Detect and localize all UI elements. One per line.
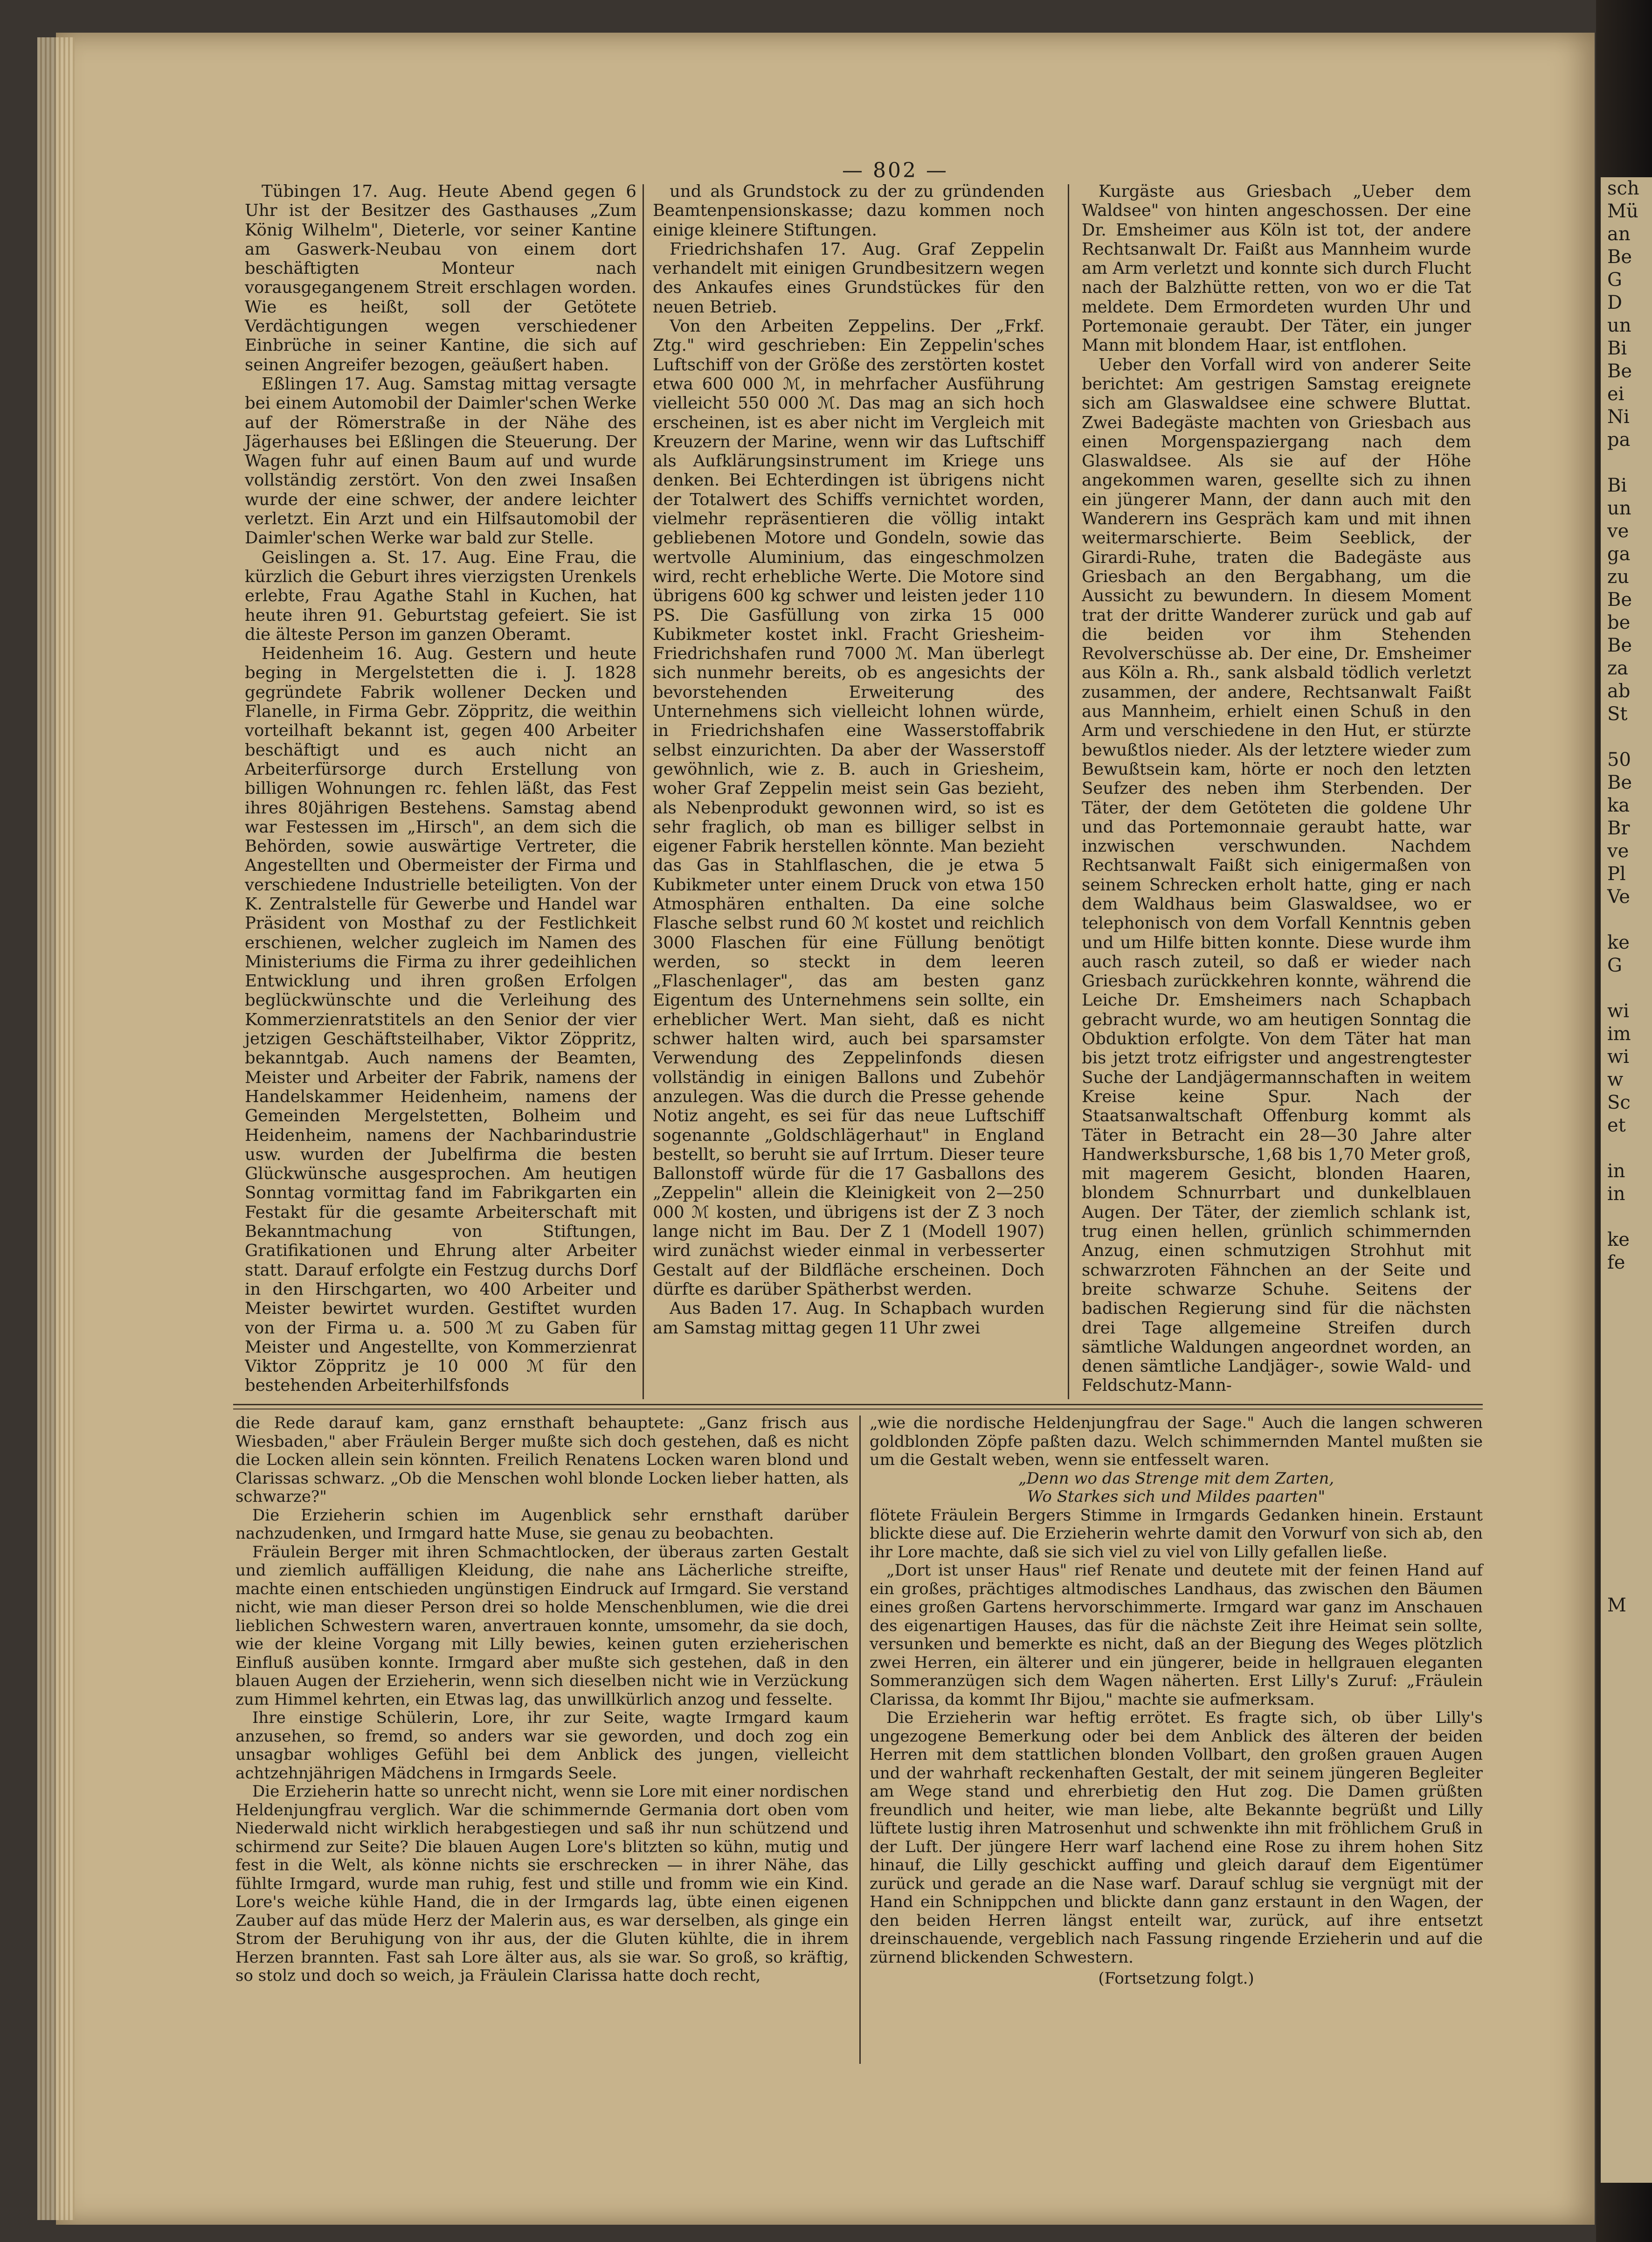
facing-page-fragment: ve xyxy=(1607,521,1629,542)
facing-page-fragment: Be xyxy=(1607,361,1632,382)
facing-page-fragment: et xyxy=(1607,1115,1626,1136)
facing-page-fragment: be xyxy=(1607,612,1631,633)
next-page-edge xyxy=(1601,177,1652,2183)
page-number: — 802 — xyxy=(842,159,948,182)
serial-paragraph: Fräulein Berger mit ihren Schmachtlocken, der überaus zarten Gestalt und ziemlich auffälligen Kleidung, die nahe ans Lächerliche streifte, machte einen entschieden ungünstigen Eindruck auf Irmgard. Sie verstand nicht, wie man dieser Person drei so holde Menschenblumen, wie die drei lieblichen Schwestern waren, anvertrauen konnte, umsomehr, da sie doch, wie der kleine Vorgang mit Lilly bewies, keinen guten erzieherischen Einfluß ausüben konnte. Irmgard aber mußte sich gestehen, daß in den blauen Augen der Erzieherin, wenn sich dieselben nicht wie in Verzückung zum Himmel kehrten, ein Etwas lag, das unwillkürlich anzog und fesselte. xyxy=(235,1542,849,1709)
facing-page-fragment xyxy=(1601,977,1652,1000)
facing-page-fragment xyxy=(1601,1137,1652,1160)
facing-page-fragment xyxy=(1601,909,1652,931)
facing-page-fragment: Ve xyxy=(1607,886,1630,908)
facing-page-fragment xyxy=(1601,1206,1652,1229)
facing-page-fragment xyxy=(1601,1754,1652,1777)
facing-page-fragment: Mü xyxy=(1607,201,1638,222)
facing-page-fragment: G xyxy=(1607,269,1622,291)
facing-page-fragment xyxy=(1601,1823,1652,1846)
facing-page-fragment: Pl xyxy=(1607,863,1626,885)
news-item-griesbach: Kurgäste aus Griesbach „Ueber dem Waldsee" von hinten angeschossen. Der eine Dr. Emsheimer aus Köln ist tot, der andere Rechtsanwalt Dr. Faißt aus Mannheim wurde am Arm verletzt und konnte sich durch Flucht nach der Balzhütte retten, von wo er die Tat meldete. Dem Ermordeten wurden Uhr und Portemonaie geraubt. Der Täter, ein junger Mann mit blondem Haar, ist entflohen. xyxy=(1082,182,1471,355)
serial-paragraph: Die Erzieherin hatte so unrecht nicht, wenn sie Lore mit einer nordischen Heldenjungfrau verglich. War die schimmernde Germania dort oben vom Niederwald nicht wirklich herabgestiegen und saß ihr nun schützend und schirmend zur Seite? Die blauen Augen Lore's blitzten so kühn, mutig und fest in die Welt, als könne nichts sie erschrecken — in ihrer Nähe, das fühlte Irmgard, wurde man ruhig, fest und stille und fromm wie ein Kind. Lore's weiche kühle Hand, die in der Irmgards lag, übte einen eigenen Zauber auf das müde Herz der Malerin aus, es war derselben, als ginge ein Strom der Beruhigung von ihr aus, der die Gluten kühlte, die in ihrem Herzen brannten. Fast sah Lore älter aus, als sie war. So groß, so kräftig, so stolz und doch so weich, ja Fräulein Clarissa hatte doch recht, xyxy=(235,1782,849,1985)
news-item-baden: Aus Baden 17. Aug. In Schapbach wurden am Samstag mittag gegen 11 Uhr zwei xyxy=(653,1299,1044,1338)
serial-column-left xyxy=(235,1414,849,1985)
facing-page-fragment xyxy=(1601,1571,1652,1594)
facing-page-fragment xyxy=(1601,1480,1652,1503)
facing-page-fragment: sch xyxy=(1607,178,1639,199)
facing-page-fragment: Br xyxy=(1607,818,1630,839)
page-edge xyxy=(37,37,75,2220)
facing-page-fragment xyxy=(1601,1800,1652,1823)
facing-page-fragment: ka xyxy=(1607,795,1630,816)
news-item-geislingen: Geislingen a. St. 17. Aug. Eine Frau, die kürzlich die Geburt ihres vierzigsten Urenkels erlebte, Frau Agathe Stahl in Kuchen, hat heute ihren 91. Geburtstag gefeiert. Sie ist die älteste Person im ganzen Oberamt. xyxy=(245,548,636,644)
facing-page-fragment: Sc xyxy=(1607,1092,1631,1113)
facing-page-fragment: ga xyxy=(1607,543,1631,565)
facing-page-fragment xyxy=(1601,1526,1652,1548)
facing-page-fragment xyxy=(1601,1411,1652,1434)
facing-page-fragment: im xyxy=(1607,1023,1631,1045)
facing-page-fragment xyxy=(1601,1640,1652,1663)
facing-page-fragment xyxy=(1601,1731,1652,1754)
facing-page-fragment: in xyxy=(1607,1183,1625,1205)
facing-page-fragment xyxy=(1601,1366,1652,1388)
facing-page-fragment: ei xyxy=(1607,383,1624,405)
facing-page-fragment: un xyxy=(1607,498,1631,519)
news-column-2 xyxy=(653,182,1044,1338)
facing-page-fragment xyxy=(1601,1388,1652,1411)
facing-page-fragment: ab xyxy=(1607,680,1631,702)
facing-page-fragment: un xyxy=(1607,315,1631,336)
news-column-1 xyxy=(245,182,636,1395)
column-rule xyxy=(643,184,644,1399)
serial-paragraph: Ihre einstige Schülerin, Lore, ihr zur Seite, wagte Irmgard kaum anzusehen, so fremd, so anders war sie geworden, und doch zog ein unsagbar wohliges Gefühl bei dem Anblick des jungen, vielleicht achtzehnjährigen Mädchens in Irmgards Seele. xyxy=(235,1708,849,1783)
serial-paragraph: die Rede darauf kam, ganz ernsthaft behauptete: „Ganz frisch aus Wiesbaden," aber Fräulein Berger mußte sich doch gestehen, daß es nicht die Locken allein sein könnten. Freilich Renatens Locken waren blond und Clarissas schwarz. „Ob die Menschen wohl blonde Locken lieber hatten, als schwarze?" xyxy=(235,1414,849,1506)
facing-page-fragment: D xyxy=(1607,292,1623,313)
facing-page-fragment: an xyxy=(1607,223,1631,245)
facing-page-fragment xyxy=(1601,1297,1652,1320)
facing-page-fragment xyxy=(1601,1503,1652,1526)
facing-page-fragment xyxy=(1601,1686,1652,1708)
facing-page-fragment: w xyxy=(1607,1069,1624,1090)
facing-page-fragment: ke xyxy=(1607,1229,1630,1250)
facing-page-fragment: ve xyxy=(1607,840,1629,862)
facing-page-fragment xyxy=(1601,1617,1652,1640)
facing-page-fragment: 50 xyxy=(1607,749,1631,770)
serial-paragraph: Die Erzieherin war heftig errötet. Es fragte sich, ob über Lilly's ungezogene Bemerkung oder bei dem Anblick des älteren der beiden Herren mit dem stattlichen blonden Vollbart, den großen grauen Augen und der wahrhaft reckenhaften Gestalt, der mit seinem jüngeren Begleiter am Wege stand und ehrerbietig den Hut zog. Die Damen grüßten freundlich und heiter, wie man liebe, alte Bekannte begrüßt und Lilly lüftete lustig ihren Matrosenhut und schwenkte ihn mit fröhlichem Gruß in der Luft. Der jüngere Herr warf lachend eine Rose zu ihrem hohen Sitz hinauf, die Lilly geschickt auffing und gleich darauf dem Eigentümer zurück und gerade an die Nase warf. Darauf schlug sie vergnügt mit der Hand ein Schnippchen und blickte dann ganz erstaunt in den Wagen, der den beiden Herren längst enteilt war, zurück, auf ihre entsetzt dreinschauende, vergeblich nach Fassung ringende Erzieherin und auf die zürnend blickenden Schwestern. xyxy=(870,1708,1483,1967)
facing-page-fragment: Ni xyxy=(1607,406,1630,428)
serial-paragraph: „Dort ist unser Haus" rief Renate und deutete mit der feinen Hand auf ein großes, prächtiges altmodisches Landhaus, das zwischen den Bäumen eines großen Gartens hervorschimmerte. Irmgard war ganz im Anschauen des eigenartigen Hauses, das für die nächste Zeit ihre Heimat sein sollte, versunken und bemerkte es nicht, daß an der Biegung des Weges plötzlich zwei Herren, ein älterer und ein jüngerer, beide in hellgrauen eleganten Sommeranzügen sich dem Wagen näherten. Erst Lilly's Zuruf: „Fräulein Clarissa, da kommt Ihr Bijou," machte sie aufmerksam. xyxy=(870,1561,1483,1709)
news-item-heidenheim: Heidenheim 16. Aug. Gestern und heute beging in Mergelstetten die i. J. 1828 gegründete Fabrik wollener Decken und Flanelle, in Firma Gebr. Zöppritz, die weithin vorteilhaft bekannt ist, gegen 400 Arbeiter beschäftigt und es auch nicht an Arbeiterfürsorge durch Erstellung von billigen Wohnungen rc. fehlen läßt, das Fest ihres 80jährigen Bestehens. Samstag abend war Festessen im „Hirsch", an dem sich die Behörden, sowie auswärtige Vertreter, die Angestellten und Obermeister der Firma und verschiedene Industrielle beteiligten. Von der K. Zentralstelle für Gewerbe und Handel war Präsident von Mosthaf zu der Festlichkeit erschienen, welcher zugleich im Namen des Ministeriums die Firma zu ihrer gedeihlichen Entwicklung und ihren großen Erfolgen beglückwünschte und die Verleihung des Kommerzienratstitels an den Senior der vier jetzigen Geschäftsteilhaber, Viktor Zöppritz, bekanntgab. Auch namens der Beamten, Meister und Arbeiter der Fabrik, namens der Handelskammer Heidenheim, namens der Gemeinden Mergelstetten, Bolheim und Heidenheim, namens der Nachbarindustrie usw. wurden der Jubelfirma die besten Glückwünsche ausgesprochen. Am heutigen Sonntag vormittag fand im Fabrikgarten ein Festakt für die gesamte Arbeiterschaft mit Bekanntmachung von Stiftungen, Gratifikationen und Ehrung alter Arbeiter statt. Darauf erfolgte ein Festzug durchs Dorf in den Hirschgarten, wo 400 Arbeiter und Meister bewirtet wurden. Gestiftet wurden von der Firma u. a. 500 ℳ zu Gaben für Meister und Angestellte, von Kommerzienrat Viktor Zöppritz je 10 000 ℳ für den bestehenden Arbeiterhilfsfonds xyxy=(245,644,636,1395)
serial-paragraph: Die Erzieherin schien im Augenblick sehr ernsthaft darüber nachzudenken, und Irmgard hatte Muse, sie genau zu beobachten. xyxy=(235,1506,849,1543)
facing-page-fragment xyxy=(1601,1663,1652,1686)
facing-page-fragment xyxy=(1601,1274,1652,1297)
facing-page-fragment xyxy=(1601,1457,1652,1480)
feuilleton-divider xyxy=(233,1404,1483,1409)
facing-page-fragment xyxy=(1601,1320,1652,1343)
facing-page-fragment: in xyxy=(1607,1160,1625,1182)
serial-column-right xyxy=(870,1414,1483,1988)
facing-page-fragment: G xyxy=(1607,955,1622,976)
serial-paragraph: „wie die nordische Heldenjungfrau der Sage." Auch die langen schweren goldblonden Zöpfe paßten dazu. Welch schimmernden Mantel mußten sie um die Gestalt weben, wenn sie entfesselt waren. xyxy=(870,1414,1483,1469)
facing-page-fragment: Be xyxy=(1607,772,1632,793)
news-column-3 xyxy=(1082,182,1471,1395)
serial-paragraph: flötete Fräulein Bergers Stimme in Irmgards Gedanken hinein. Erstaunt blickte diese auf. Die Erzieherin wehrte damit den Vorwurf von sich ab, den ihr Lore machte, daß sie sich viel zu viel von Lilly gefallen ließe. xyxy=(870,1506,1483,1562)
verse-line: Wo Starkes sich und Mildes paarten" xyxy=(1027,1487,1326,1506)
verse-line: „Denn wo das Strenge mit dem Zarten, xyxy=(1018,1469,1334,1488)
news-item-continued: und als Grundstock zu der zu gründenden Beamtenpensionskasse; dazu kommen noch einige kleinere Stiftungen. xyxy=(653,182,1044,240)
facing-page-fragment: pa xyxy=(1607,429,1631,451)
facing-page-fragment: Bi xyxy=(1607,338,1627,359)
facing-page-fragment xyxy=(1601,1548,1652,1571)
facing-page-fragment: St xyxy=(1607,703,1628,725)
column-rule xyxy=(859,1416,861,2064)
facing-page-fragment: zu xyxy=(1607,566,1629,588)
news-item-zeppelin: Von den Arbeiten Zeppelins. Der „Frkf. Ztg." wird geschrieben: Ein Zeppelin'sches Luftschiff von der Größe des zerstörten kostet etwa 600 000 ℳ, in mehrfacher Ausführung vielleicht 550 000 ℳ. Das mag an sich hoch erscheinen, ist es aber nicht im Vergleich mit Kreuzern der Marine, wenn wir das Luftschiff als Aufklärungsinstrument im Kriege uns denken. Bei Echterdingen ist übrigens nicht der Totalwert des Schiffs vernichtet worden, vielmehr repräsentieren die völlig intakt gebliebenen Motore und Gondeln, sowie das wertvolle Aluminium, das eingeschmolzen wird, recht erhebliche Werte. Die Motore sind übrigens 600 kg schwer und leisten jeder 110 PS. Die Gasfüllung von zirka 15 000 Kubikmeter kostet inkl. Fracht Griesheim-Friedrichshafen rund 7000 ℳ. Man überlegt sich nunmehr bereits, ob es angesichts der bevorstehenden Erweiterung des Unternehmens sich vielleicht lohnen würde, in Friedrichshafen eine Wasserstoffabrik selbst einzurichten. Da aber der Wasserstoff gewöhnlich, wie z. B. auch in Griesheim, woher Graf Zeppelin meist sein Gas bezieht, als Nebenprodukt gewonnen wird, so ist es sehr fraglich, ob man es billiger selbst in eigener Fabrik herstellen könnte. Man bezieht das Gas in Stahlflaschen, die je etwa 5 Kubikmeter unter einem Druck von etwa 150 Atmosphären enthalten. Da eine solche Flasche selbst rund 60 ℳ kostet und reichlich 3000 Flaschen für eine Füllung benötigt werden, so steckt in dem leeren „Flaschenlager", das am besten ganz Eigentum des Unternehmens sein sollte, ein erheblicher Wert. Man sieht, daß es nicht schwer halten wird, auch bei sparsamster Verwendung des Zeppelinfonds diesen vollständig in einigen Ballons und Zubehör anzulegen. Was die durch die Presse gehende Notiz angeht, es sei für das neue Luftschiff sogenannte „Goldschlägerhaut" in England bestellt, so beruht sie auf Irrtum. Dieser teure Ballonstoff würde für die 17 Gasballons des „Zeppelin" allein die Kleinigkeit von 2—250 000 ℳ kosten, und übrigens ist der Z 3 noch lange nicht im Bau. Der Z 1 (Modell 1907) wird zunächst wieder einmal in verbesserter Gestalt auf der Bildfläche erscheinen. Doch dürfte es darüber Spätherbst werden. xyxy=(653,317,1044,1299)
facing-page-fragment xyxy=(1601,451,1652,474)
facing-page-fragment: Bi xyxy=(1607,475,1627,496)
facing-page-fragment: fe xyxy=(1607,1252,1625,1273)
facing-page-fragment: za xyxy=(1607,658,1628,679)
facing-page-fragment xyxy=(1601,1708,1652,1731)
news-item-esslingen: Eßlingen 17. Aug. Samstag mittag versagte bei einem Automobil der Daimler'schen Werke auf der Römerstraße in der Nähe des Jägerhauses bei Eßlingen die Steuerung. Der Wagen fuhr auf einen Baum auf und wurde vollständig zerstört. Von den zwei Insaßen wurde der eine schwer, der andere leichter verletzt. Ein Arzt und ein Hilfsautomobil der Daimler'schen Werke war bald zur Stelle. xyxy=(245,374,636,548)
facing-page-fragment: Be xyxy=(1607,589,1632,611)
news-item-tuebingen: Tübingen 17. Aug. Heute Abend gegen 6 Uhr ist der Besitzer des Gasthauses „Zum König Wilhelm", Dieterle, vor seiner Kantine am Gaswerk-Neubau von einem dort beschäftigten Monteur nach vorausgegangenem Streit erschlagen worden. Wie es heißt, soll der Getötete Verdächtigungen wegen verschiedener Einbrüche in seiner Kantine, die sich auf seinen Angreifer bezogen, geäußert haben. xyxy=(245,182,636,375)
facing-page-fragment xyxy=(1601,726,1652,749)
facing-page-fragment xyxy=(1601,1343,1652,1366)
column-rule xyxy=(1068,184,1069,1399)
facing-page-fragment xyxy=(1601,1434,1652,1457)
news-item-friedrichshafen: Friedrichshafen 17. Aug. Graf Zeppelin verhandelt mit einigen Grundbesitzern wegen des Ankaufes eines Grundstückes für den neuen Betrieb. xyxy=(653,239,1044,317)
facing-page-fragment: Be xyxy=(1607,635,1632,656)
facing-page-fragment: Be xyxy=(1607,246,1632,268)
news-item-bluttat: Ueber den Vorfall wird von anderer Seite berichtet: Am gestrigen Samstag ereignete sich am Glaswaldsee eine schwere Bluttat. Zwei Badegäste machten von Griesbach aus einen Morgenspaziergang nach dem Glaswaldsee. Als sie auf der Höhe angekommen waren, gesellte sich zu ihnen ein jüngerer Mann, der dann auch mit den Wanderern ins Gespräch kam und mit ihnen weitermarschierte. Beim Seeblick, der Girardi-Ruhe, traten die Badegäste aus Griesbach an den Bergabhang, um die Aussicht zu bewundern. In diesem Moment trat der dritte Wanderer zurück und gab auf die beiden vor ihm Stehenden Revolverschüsse ab. Der eine, Dr. Emsheimer aus Köln a. Rh., sank alsbald tödlich verletzt zusammen, der andere, Rechtsanwalt Faißt aus Mannheim, erhielt einen Schuß in den Arm und verschiedene in den Hut, er stürzte bewußtlos nieder. Als der letztere wieder zum Bewußtsein kam, hörte er noch den letzten Seufzer des neben ihm Sterbenden. Der Täter, der dem Getöteten die goldene Uhr und das Portemonnaie geraubt hatte, war inzwischen verschwunden. Nachdem Rechtsanwalt Faißt sich einigermaßen von seinem Schrecken erholt hatte, ging er nach dem Waldhaus beim Glaswaldsee, wo er telephonisch von dem Vorfall Kenntnis geben und um Hilfe bitten konnte. Diese wurde ihm auch rasch zuteil, so daß er wieder nach Griesbach zurückkehren konnte, während die Leiche Dr. Emsheimers nach Schapbach gebracht wurde, wo am heutigen Sonntag die Obduktion erfolgte. Von dem Täter hat man bis jetzt trotz eifrigster und angestrengtester Suche der Landjägermannschaften in weitem Kreise keine Spur. Nach der Staatsanwaltschaft Offenburg kommt als Täter in Betracht ein 28—30 Jahre alter Handwerksbursche, 1,68 bis 1,70 Meter groß, mit magerem Gesicht, blonden Haaren, blondem Schnurrbart und dunkelblauen Augen. Der Täter, der ziemlich schlank ist, trug einen hellen, grünlich schimmernden Anzug, einen schmutzigen Strohhut mit schwarzroten Fähnchen an der Seite und breite schwarze Schuhe. Seitens der badischen Regierung sind für die nächsten drei Tage allgemeine Streifen durch sämtliche Waldungen angeordnet worden, an denen sämtliche Landjäger-, sowie Wald- und Feldschutz-Mann- xyxy=(1082,355,1471,1395)
facing-page-fragment: ke xyxy=(1607,932,1630,953)
facing-page-fragment: wi xyxy=(1607,1046,1630,1068)
facing-page-fragment: M xyxy=(1607,1595,1626,1616)
facing-page-fragment: wi xyxy=(1607,1000,1630,1022)
facing-page-fragment xyxy=(1601,1777,1652,1800)
continuation-note: (Fortsetzung folgt.) xyxy=(1098,1969,1254,1988)
